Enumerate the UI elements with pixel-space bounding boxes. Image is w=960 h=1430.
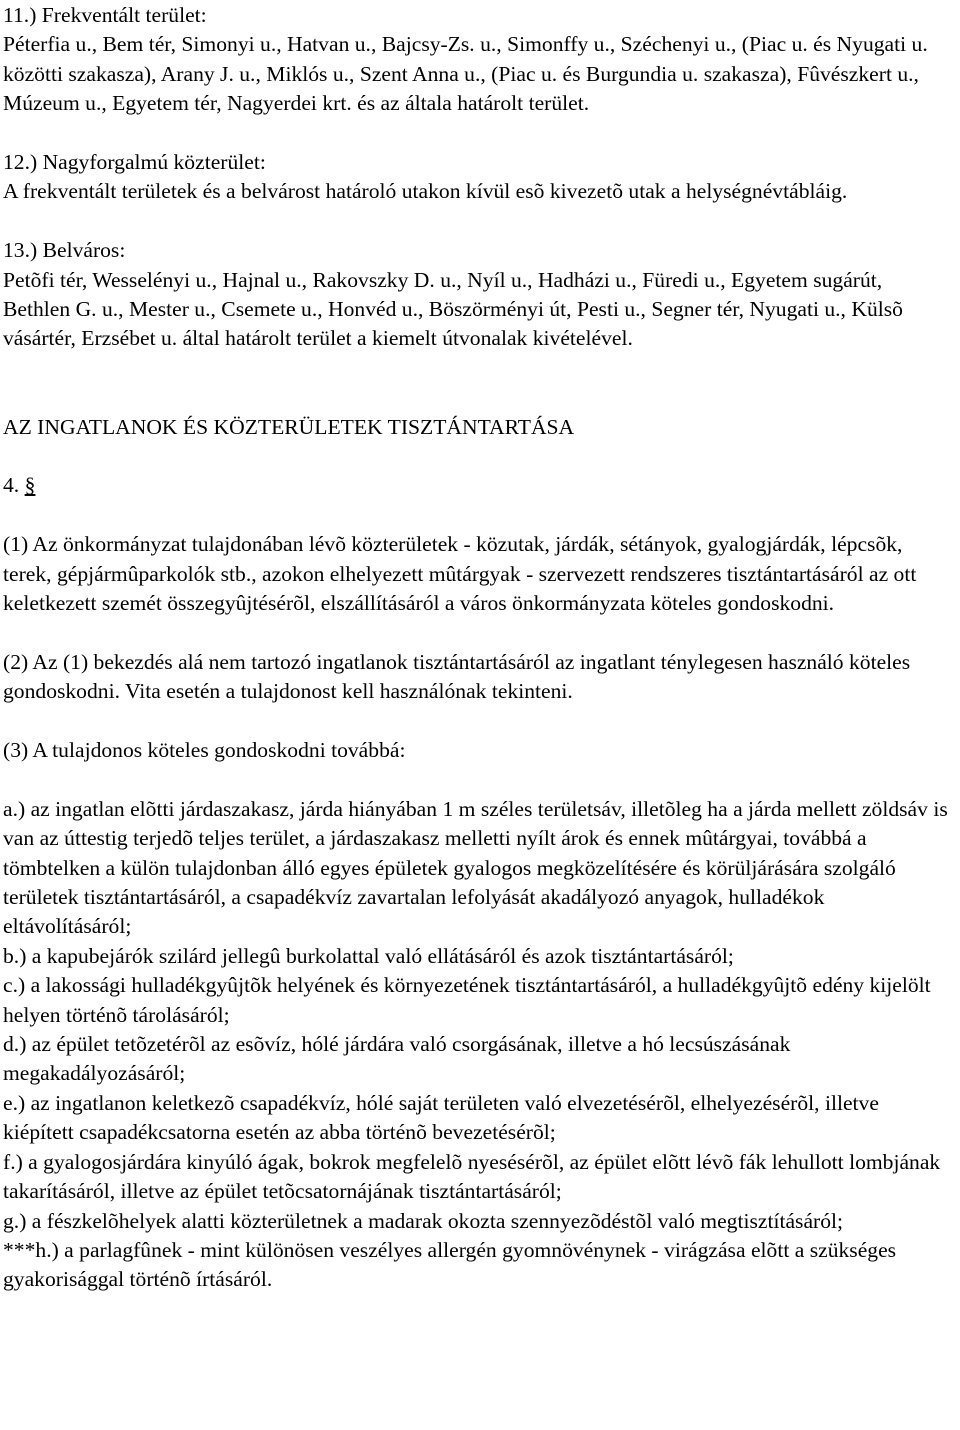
subsection-2: (2) Az (1) bekezdés alá nem tartozó ingatlanok tisztántartásáról az ingatlant ténylegesen használó köteles gondoskodni. Vita esetén a tulajdonost kell használónak tekinteni. (3, 649, 911, 704)
obligation-list (3, 795, 950, 1295)
spacer (3, 383, 950, 412)
section-body: Péterfia u., Bem tér, Simonyi u., Hatvan u., Bajcsy-Zs. u., Simonffy u., Széchenyi u., (Piac u. és Nyugati u. közötti szakasza), Arany J. u., Miklós u., Szent Anna u., (Piac u. és Burgundia u. szakasza), Fûvészkert u., Múzeum u., Egyetem tér, Nagyerdei krt. és az általa határolt terület. (3, 32, 928, 116)
paragraph-number: 4. (3, 473, 20, 498)
spacer (3, 707, 950, 736)
section-title: 13.) Belváros: (3, 238, 126, 263)
paragraph-heading (3, 471, 950, 500)
section-body: A frekventált területek és a belvárost határoló utakon kívül esõ kivezetõ utak a helységnévtábláig. (3, 179, 848, 204)
subsection-1: (1) Az önkormányzat tulajdonában lévõ közterületek - közutak, járdák, sétányok, gyalogjárdák, lépcsõk, terek, gépjármûparkolók stb., azokon elhelyezett mûtárgyak - szervezett rendszeres tisztántartásáról az ott keletkezett szemét összegyûjtésérõl, elszállításáról a város önkormányzata köteles gondoskodni. (3, 532, 917, 616)
list-item: ***h.) a parlagfûnek - mint különösen veszélyes allergén gyomnövénynek - virágzása elõtt a szükséges gyakorisággal történõ írtásáról. (3, 1237, 897, 1292)
section-body: Petõfi tér, Wesselényi u., Hajnal u., Rakovszky D. u., Nyíl u., Hadházi u., Füredi u., Egyetem sugárút, Bethlen G. u., Mester u., Csemete u., Honvéd u., Böszörményi út, Pesti u., Segner tér, Nyugati u., Külsõ vásártér, Erzsébet u. által határolt terület a kiemelt útvonalak kivételével. (3, 267, 903, 351)
spacer (3, 765, 950, 794)
spacer (3, 501, 950, 530)
spacer (3, 119, 950, 148)
subsection-3: (3) A tulajdonos köteles gondoskodni továbbá: (3, 738, 406, 763)
list-item: c.) a lakossági hulladékgyûjtõk helyének és környezetének tisztántartásáról, a hulladékgyûjtõ edény kijelölt helyen történõ tárolásáról; (3, 973, 931, 1027)
section-title: 12.) Nagyforgalmú közterület: (3, 150, 266, 175)
spacer (3, 354, 950, 383)
section-13 (3, 236, 950, 354)
spacer (3, 618, 950, 647)
list-item: d.) az épület tetõzetérõl az esõvíz, hólé járdára való csorgásának, illetve a hó lecsúszásának megakadályozásáról; (3, 1032, 791, 1086)
list-item: f.) a gyalogosjárdára kinyúló ágak, bokrok megfelelõ nyesésérõl, az épület elõtt lévõ fák lehullott lombjának takarításáról, illetve az épület tetõcsatornájának tisztántartásáról; (3, 1149, 941, 1204)
list-item: g.) a fészkelõhelyek alatti közterületnek a madarak okozta szennyezõdéstõl való megtisztításáról; (3, 1208, 844, 1233)
section-11 (3, 1, 950, 119)
section-12 (3, 148, 950, 207)
spacer (3, 207, 950, 236)
paragraph-sign: § (24, 473, 36, 498)
section-title: 11.) Frekventált terület: (3, 3, 207, 27)
list-item: a.) az ingatlan elõtti járdaszakasz, járda hiányában 1 m széles területsáv, illetõleg ha a járda mellett zöldsáv is van az úttestig terjedõ teljes terület, a járdaszakasz melletti nyílt árok és ennek mûtárgyai, továbbá a tömbtelken a külön tulajdonban álló egyes épületek gyalogos megközelítésére és körüljárására szolgáló területek tisztántartásáról, a csapadékvíz zavartalan lefolyását akadályozó anyagok, hulladékok eltávolításáról; (3, 796, 948, 939)
spacer (3, 442, 950, 471)
list-item: b.) a kapubejárók szilárd jellegû burkolattal való ellátásáról és azok tisztántartásáról; (3, 943, 734, 968)
chapter-title: AZ INGATLANOK ÉS KÖZTERÜLETEK TISZTÁNTARTÁSA (3, 414, 575, 439)
list-item: e.) az ingatlanon keletkezõ csapadékvíz, hólé saját területen való elvezetésérõl, elhelyezésérõl, illetve kiépített csapadékcsatorna esetén az abba történõ bevezetésérõl; (3, 1090, 879, 1145)
